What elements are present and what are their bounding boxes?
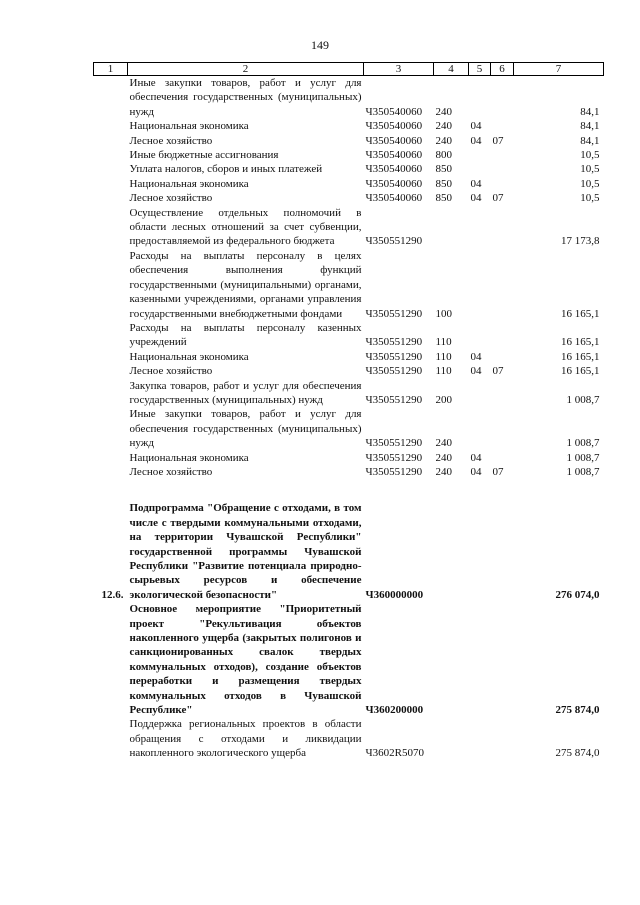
row-vr: 240	[435, 451, 452, 464]
row-number	[94, 134, 128, 148]
table-row	[94, 177, 604, 191]
row-rz	[469, 379, 491, 408]
row-code: Ч350540060	[365, 163, 423, 176]
row-rz	[469, 407, 491, 450]
row-pr: 07	[492, 365, 504, 378]
table-row	[94, 148, 604, 162]
table-row	[94, 321, 604, 350]
row-vr: 110	[435, 350, 452, 363]
table-row	[94, 379, 604, 408]
row-vr: 850	[435, 177, 452, 190]
row-vr: 240	[435, 105, 452, 118]
row-amount: 1 008,7	[566, 451, 600, 464]
row-number	[94, 465, 128, 479]
row-vr: 110	[435, 365, 452, 378]
header-cell: 1	[94, 63, 128, 76]
row-amount: 1 008,7	[566, 465, 600, 478]
row-rz	[469, 321, 491, 350]
row-name: Закупка товаров, работ и услуг для обеспечения государственных (муниципальных) нужд	[129, 379, 362, 406]
row-amount: 276 074,0	[555, 588, 600, 601]
row-rz: 04	[470, 192, 482, 205]
row-amount: 1 008,7	[566, 393, 600, 406]
row-number	[94, 321, 128, 350]
row-amount: 275 874,0	[555, 747, 600, 760]
row-code: Ч350551290	[365, 350, 423, 363]
row-amount: 10,5	[580, 192, 600, 205]
row-rz	[469, 162, 491, 176]
row-rz: 04	[470, 134, 482, 147]
table-row	[94, 76, 604, 120]
row-rz: 04	[470, 177, 482, 190]
row-pr	[491, 321, 514, 350]
row-number	[94, 602, 128, 717]
row-pr	[491, 119, 514, 133]
row-code: Ч350551290	[365, 451, 423, 464]
row-rz	[469, 206, 491, 249]
table-row	[94, 717, 604, 760]
row-vr: 850	[435, 163, 452, 176]
row-number	[94, 364, 128, 378]
row-number	[94, 119, 128, 133]
row-rz: 04	[470, 365, 482, 378]
row-amount: 84,1	[580, 120, 600, 133]
row-name: Национальная экономика	[129, 120, 249, 133]
row-number	[94, 407, 128, 450]
row-vr: 200	[435, 393, 452, 406]
row-code: Ч350551290	[365, 307, 423, 320]
row-name: Иные бюджетные ассигнования	[129, 149, 279, 162]
row-code: Ч3602R5070	[365, 747, 424, 760]
row-code: Ч350551290	[365, 365, 423, 378]
row-vr: 240	[435, 437, 452, 450]
row-pr	[491, 451, 514, 465]
spacer-cell	[94, 479, 604, 501]
table-row	[94, 465, 604, 479]
row-rz	[469, 602, 491, 717]
row-name: Национальная экономика	[129, 350, 249, 363]
row-pr	[491, 501, 514, 602]
row-amount: 84,1	[580, 134, 600, 147]
table-row	[94, 119, 604, 133]
row-name: Подпрограмма "Обращение с отходами, в том числе с твердыми коммунальными отходами, на территории Чувашской Республики" государственной программы Чувашской Республики "Развитие потенциала природно-сырьевых ресурсов и обеспечение экологической безопасности"	[129, 502, 362, 601]
header-cell: 4	[434, 63, 469, 76]
table-row	[94, 249, 604, 321]
row-code: Ч350540060	[365, 134, 423, 147]
row-number	[94, 451, 128, 465]
row-name: Национальная экономика	[129, 177, 249, 190]
row-vr	[434, 501, 469, 602]
row-amount: 10,5	[580, 177, 600, 190]
row-rz: 04	[470, 350, 482, 363]
row-vr: 240	[435, 465, 452, 478]
row-pr	[491, 148, 514, 162]
row-amount: 10,5	[580, 149, 600, 162]
row-amount: 16 165,1	[561, 336, 600, 349]
row-pr	[491, 717, 514, 760]
row-rz	[469, 717, 491, 760]
table-row	[94, 134, 604, 148]
table-row	[94, 162, 604, 176]
table-row	[94, 350, 604, 364]
row-name: Лесное хозяйство	[129, 465, 213, 478]
page-number: 149	[311, 38, 329, 52]
row-rz	[469, 249, 491, 321]
table-row	[94, 191, 604, 205]
table-row	[94, 364, 604, 378]
row-vr: 800	[435, 149, 452, 162]
row-rz: 04	[470, 465, 482, 478]
row-vr: 240	[435, 120, 452, 133]
row-name: Поддержка региональных проектов в области обращения с отходами и ликвидации накопленного экологического ущерба	[129, 718, 362, 760]
row-code: Ч350540060	[365, 105, 423, 118]
row-pr	[491, 602, 514, 717]
table-row	[94, 451, 604, 465]
row-name: Иные закупки товаров, работ и услуг для обеспечения государственных (муниципальных) нужд	[129, 77, 362, 118]
row-number	[94, 148, 128, 162]
row-name: Уплата налогов, сборов и иных платежей	[129, 163, 323, 176]
row-code: Ч350540060	[365, 177, 423, 190]
row-number	[94, 191, 128, 205]
row-name: Лесное хозяйство	[129, 365, 213, 378]
row-vr	[434, 717, 469, 760]
row-name: Расходы на выплаты персоналу казенных учреждений	[129, 321, 362, 349]
row-name: Национальная экономика	[129, 451, 249, 464]
row-amount: 16 165,1	[561, 307, 600, 320]
row-amount: 275 874,0	[555, 704, 600, 717]
row-number	[94, 206, 128, 249]
row-code: Ч350551290	[365, 336, 423, 349]
table-row	[94, 501, 604, 602]
header-cell: 5	[469, 63, 491, 76]
row-number	[94, 249, 128, 321]
row-number	[94, 177, 128, 191]
row-amount: 10,5	[580, 163, 600, 176]
row-code: Ч350540060	[365, 120, 423, 133]
row-number	[94, 379, 128, 408]
row-pr	[491, 249, 514, 321]
row-name: Лесное хозяйство	[129, 192, 213, 205]
row-code: Ч360000000	[365, 588, 424, 601]
row-name: Основное мероприятие "Приоритетный проект "Рекультивация объектов накопленного ущерба (закрытых полигонов и санкционированных свалок твердых коммунальных отходов), создание объектов переработки и размещения твердых коммунальных отходов в Чувашской Республике"	[129, 603, 362, 717]
row-pr	[491, 379, 514, 408]
row-rz	[469, 148, 491, 162]
row-amount: 17 173,8	[561, 235, 600, 248]
row-number: 12.6.	[101, 588, 124, 601]
row-code: Ч350540060	[365, 192, 423, 205]
row-vr: 100	[435, 307, 452, 320]
row-code: Ч350551290	[365, 437, 423, 450]
row-code: Ч350551290	[365, 393, 423, 406]
row-code: Ч350540060	[365, 149, 423, 162]
spacer-row	[94, 479, 604, 501]
row-rz: 04	[470, 120, 482, 133]
header-cell: 7	[514, 63, 604, 76]
header-cell: 6	[491, 63, 514, 76]
row-number	[94, 350, 128, 364]
row-number	[94, 76, 128, 120]
table-row	[94, 407, 604, 450]
row-pr	[491, 206, 514, 249]
row-pr	[491, 162, 514, 176]
row-vr: 240	[435, 134, 452, 147]
budget-table	[93, 62, 604, 761]
row-code: Ч350551290	[365, 465, 423, 478]
row-name: Осуществление отдельных полномочий в области лесных отношений за счет субвенции, предоставляемой из федерального бюджета	[129, 206, 362, 248]
row-name: Расходы на выплаты персоналу в целях обеспечения выполнения функций государственными (муниципальными) органами, казенными учреждениями, органами управления государственными внебюджетными фондами	[129, 249, 362, 320]
row-number	[94, 717, 128, 760]
header-cell: 2	[128, 63, 364, 76]
row-amount: 16 165,1	[561, 350, 600, 363]
header-cell: 3	[364, 63, 434, 76]
row-pr	[491, 350, 514, 364]
row-name: Лесное хозяйство	[129, 134, 213, 147]
row-amount: 1 008,7	[566, 437, 600, 450]
table-header-row	[94, 63, 604, 76]
row-number	[94, 162, 128, 176]
row-rz: 04	[470, 451, 482, 464]
row-pr: 07	[492, 465, 504, 478]
row-pr	[491, 177, 514, 191]
row-pr: 07	[492, 134, 504, 147]
row-amount: 84,1	[580, 105, 600, 118]
row-rz	[469, 501, 491, 602]
table-row	[94, 602, 604, 717]
row-pr	[491, 76, 514, 120]
row-code: Ч350551290	[365, 235, 423, 248]
row-pr: 07	[492, 192, 504, 205]
row-vr	[434, 206, 469, 249]
row-vr	[434, 602, 469, 717]
row-vr: 850	[435, 192, 452, 205]
row-amount: 16 165,1	[561, 365, 600, 378]
row-pr	[491, 407, 514, 450]
row-vr: 110	[435, 336, 452, 349]
row-name: Иные закупки товаров, работ и услуг для обеспечения государственных (муниципальных) нужд	[129, 408, 362, 450]
row-rz	[469, 76, 491, 120]
table-row	[94, 206, 604, 249]
row-code: Ч360200000	[365, 704, 424, 717]
